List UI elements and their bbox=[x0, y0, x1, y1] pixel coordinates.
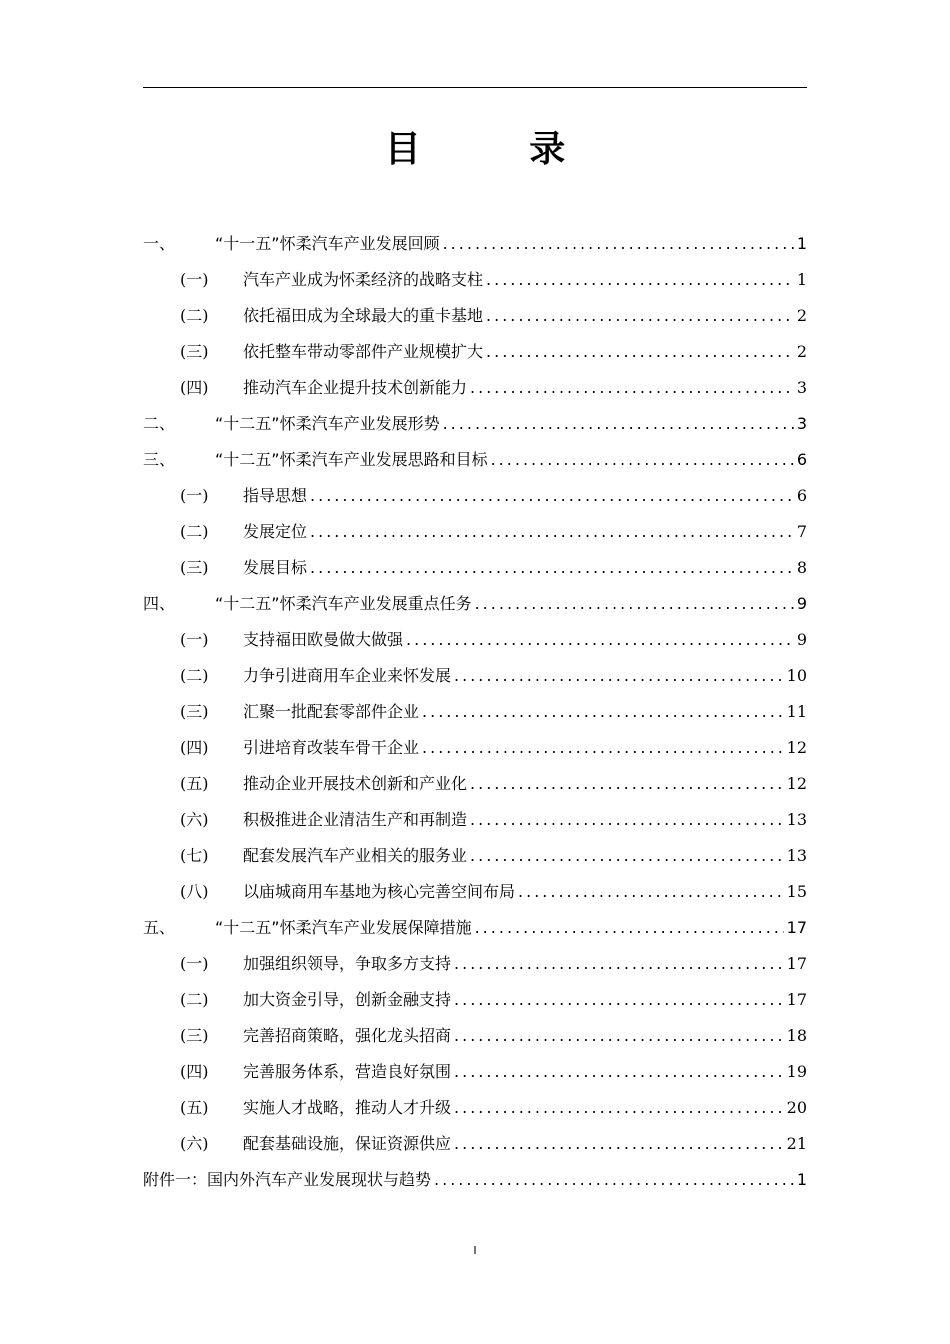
toc-entry-page: 17 bbox=[786, 954, 807, 973]
toc-entry-number: 一、 bbox=[143, 234, 176, 253]
toc-entry-page: 12 bbox=[786, 774, 807, 793]
toc-entry[interactable] bbox=[143, 658, 807, 694]
toc-entry-page: 17 bbox=[786, 990, 807, 1009]
toc-entry-page: 11 bbox=[786, 702, 807, 721]
toc-dot-leader bbox=[470, 802, 784, 838]
toc-entry-label: 发展目标 bbox=[243, 558, 308, 577]
toc-entry-label: 完善服务体系，营造良好氛围 bbox=[243, 1062, 452, 1081]
toc-entry-number: (二) bbox=[180, 306, 209, 325]
toc-entry-number: (三) bbox=[180, 702, 209, 721]
toc-entry[interactable] bbox=[143, 586, 807, 622]
toc-entry-number: (一) bbox=[180, 954, 209, 973]
toc-entry-page: 2 bbox=[796, 306, 807, 325]
toc-entry-page: 1 bbox=[796, 1170, 807, 1189]
toc-dot-leader bbox=[486, 262, 794, 298]
toc-entry[interactable] bbox=[143, 442, 807, 478]
toc-dot-leader bbox=[454, 1018, 784, 1054]
toc-entry-page: 18 bbox=[786, 1026, 807, 1045]
toc-entry-number: (二) bbox=[180, 522, 209, 541]
toc-entry[interactable] bbox=[143, 622, 807, 658]
toc-entry-label: “十二五”怀柔汽车产业发展形势 bbox=[215, 414, 440, 433]
toc-entry-number: (一) bbox=[180, 630, 209, 649]
toc-entry-number: (七) bbox=[180, 846, 209, 865]
toc-entry-number: (二) bbox=[180, 990, 209, 1009]
toc-entry-label: 依托福田成为全球最大的重卡基地 bbox=[243, 306, 484, 325]
toc-entry-label: 推动汽车企业提升技术创新能力 bbox=[243, 378, 468, 397]
toc-dot-leader bbox=[470, 766, 784, 802]
toc-dot-leader bbox=[434, 1162, 794, 1198]
toc-entry-page: 9 bbox=[796, 630, 807, 649]
toc-entry[interactable] bbox=[143, 1126, 807, 1162]
toc-entry-number: 四、 bbox=[143, 594, 176, 613]
toc-entry-label: 依托整车带动零部件产业规模扩大 bbox=[243, 342, 484, 361]
toc-entry-page: 1 bbox=[796, 234, 807, 253]
toc-entry[interactable] bbox=[143, 1162, 807, 1198]
toc-entry[interactable] bbox=[143, 514, 807, 550]
toc-entry-number: 二、 bbox=[143, 414, 176, 433]
toc-entry-page: 12 bbox=[786, 738, 807, 757]
toc-entry[interactable] bbox=[143, 694, 807, 730]
toc-dot-leader bbox=[518, 874, 784, 910]
toc-entry-number: (三) bbox=[180, 342, 209, 361]
toc-entry-number: (八) bbox=[180, 882, 209, 901]
toc-entry[interactable] bbox=[143, 226, 807, 262]
toc-entry-page: 9 bbox=[796, 594, 807, 613]
toc-entry-label: 配套发展汽车产业相关的服务业 bbox=[243, 846, 468, 865]
toc-entry-number: (四) bbox=[180, 738, 209, 757]
header-rule bbox=[143, 87, 807, 88]
toc-entry-label: 以庙城商用车基地为核心完善空间布局 bbox=[243, 882, 516, 901]
toc-entry-page: 13 bbox=[786, 810, 807, 829]
toc-entry-label: 汽车产业成为怀柔经济的战略支柱 bbox=[243, 270, 484, 289]
toc-entry-number: (五) bbox=[180, 1098, 209, 1117]
toc-entry-label: 实施人才战略，推动人才升级 bbox=[243, 1098, 452, 1117]
toc-entry-label: 完善招商策略，强化龙头招商 bbox=[243, 1026, 452, 1045]
toc-entry[interactable] bbox=[143, 1090, 807, 1126]
toc-entry-page: 6 bbox=[796, 486, 807, 505]
toc-entry-number: (五) bbox=[180, 774, 209, 793]
toc-dot-leader bbox=[454, 982, 784, 1018]
toc-entry[interactable] bbox=[143, 1018, 807, 1054]
toc-entry-label: 积极推进企业清洁生产和再制造 bbox=[243, 810, 468, 829]
toc-entry-page: 8 bbox=[796, 558, 807, 577]
toc-entry-label: 推动企业开展技术创新和产业化 bbox=[243, 774, 468, 793]
toc-entry-number: (一) bbox=[180, 270, 209, 289]
toc-entry-page: 3 bbox=[796, 378, 807, 397]
toc-entry-label: “十二五”怀柔汽车产业发展思路和目标 bbox=[215, 450, 488, 469]
table-of-contents bbox=[143, 226, 807, 1198]
toc-dot-leader bbox=[475, 910, 784, 946]
toc-entry-page: 15 bbox=[786, 882, 807, 901]
toc-entry-label: 发展定位 bbox=[243, 522, 308, 541]
toc-dot-leader bbox=[443, 406, 794, 442]
toc-entry-number: (三) bbox=[180, 558, 209, 577]
toc-entry-label: “十二五”怀柔汽车产业发展重点任务 bbox=[215, 594, 472, 613]
toc-dot-leader bbox=[486, 334, 794, 370]
toc-dot-leader bbox=[470, 370, 794, 406]
toc-entry-page: 6 bbox=[796, 450, 807, 469]
toc-entry-page: 10 bbox=[786, 666, 807, 685]
toc-entry-label: 指导思想 bbox=[243, 486, 308, 505]
toc-entry-page: 1 bbox=[796, 270, 807, 289]
toc-entry[interactable] bbox=[143, 874, 807, 910]
toc-entry[interactable] bbox=[143, 946, 807, 982]
toc-entry-number: (四) bbox=[180, 378, 209, 397]
toc-entry[interactable] bbox=[143, 478, 807, 514]
toc-entry-label: 汇聚一批配套零部件企业 bbox=[243, 702, 420, 721]
toc-dot-leader bbox=[454, 1090, 784, 1126]
toc-entry-page: 13 bbox=[786, 846, 807, 865]
toc-dot-leader bbox=[454, 658, 784, 694]
toc-entry[interactable] bbox=[143, 550, 807, 586]
toc-entry[interactable] bbox=[143, 262, 807, 298]
toc-dot-leader bbox=[443, 226, 794, 262]
toc-entry-number: (四) bbox=[180, 1062, 209, 1081]
toc-entry-number: (六) bbox=[180, 810, 209, 829]
toc-dot-leader bbox=[475, 586, 794, 622]
toc-entry-label: 引进培育改装车骨干企业 bbox=[243, 738, 420, 757]
toc-entry[interactable] bbox=[143, 1054, 807, 1090]
toc-entry[interactable] bbox=[143, 982, 807, 1018]
toc-dot-leader bbox=[422, 730, 784, 766]
toc-dot-leader bbox=[491, 442, 794, 478]
toc-dot-leader bbox=[310, 478, 794, 514]
toc-entry-number: 五、 bbox=[143, 918, 176, 937]
toc-title: 目 录 bbox=[384, 129, 614, 170]
toc-entry[interactable] bbox=[143, 838, 807, 874]
toc-entry-number: (一) bbox=[180, 486, 209, 505]
toc-entry-page: 7 bbox=[796, 522, 807, 541]
toc-entry[interactable] bbox=[143, 802, 807, 838]
toc-entry-page: 20 bbox=[786, 1098, 807, 1117]
toc-entry[interactable] bbox=[143, 730, 807, 766]
toc-entry-label: “十二五”怀柔汽车产业发展保障措施 bbox=[215, 918, 472, 937]
toc-entry[interactable] bbox=[143, 910, 807, 946]
toc-entry-number: 三、 bbox=[143, 450, 176, 469]
toc-dot-leader bbox=[454, 1054, 784, 1090]
toc-entry-label: 加大资金引导，创新金融支持 bbox=[243, 990, 452, 1009]
toc-dot-leader bbox=[310, 514, 794, 550]
toc-dot-leader bbox=[422, 694, 784, 730]
toc-entry[interactable] bbox=[143, 766, 807, 802]
toc-entry-label: 附件一：国内外汽车产业发展现状与趋势 bbox=[143, 1170, 432, 1189]
toc-dot-leader bbox=[310, 550, 794, 586]
toc-dot-leader bbox=[486, 298, 794, 334]
toc-entry-page: 21 bbox=[786, 1134, 807, 1153]
toc-dot-leader bbox=[454, 946, 784, 982]
toc-entry-label: 支持福田欧曼做大做强 bbox=[243, 630, 404, 649]
toc-entry-number: (二) bbox=[180, 666, 209, 685]
toc-dot-leader bbox=[470, 838, 784, 874]
toc-entry-page: 19 bbox=[786, 1062, 807, 1081]
toc-entry-page: 17 bbox=[786, 918, 807, 937]
toc-entry-label: “十一五”怀柔汽车产业发展回顾 bbox=[215, 234, 440, 253]
footer-page-number: I bbox=[473, 1244, 477, 1257]
toc-dot-leader bbox=[454, 1126, 784, 1162]
toc-entry-number: (三) bbox=[180, 1026, 209, 1045]
toc-entry[interactable] bbox=[143, 370, 807, 406]
toc-entry[interactable] bbox=[143, 406, 807, 442]
toc-entry[interactable] bbox=[143, 334, 807, 370]
toc-entry-page: 3 bbox=[796, 414, 807, 433]
toc-entry-page: 2 bbox=[796, 342, 807, 361]
toc-entry-label: 力争引进商用车企业来怀发展 bbox=[243, 666, 452, 685]
toc-entry-number: (六) bbox=[180, 1134, 209, 1153]
toc-entry-label: 配套基础设施，保证资源供应 bbox=[243, 1134, 452, 1153]
toc-dot-leader bbox=[406, 622, 794, 658]
toc-entry-label: 加强组织领导，争取多方支持 bbox=[243, 954, 452, 973]
toc-entry[interactable] bbox=[143, 298, 807, 334]
